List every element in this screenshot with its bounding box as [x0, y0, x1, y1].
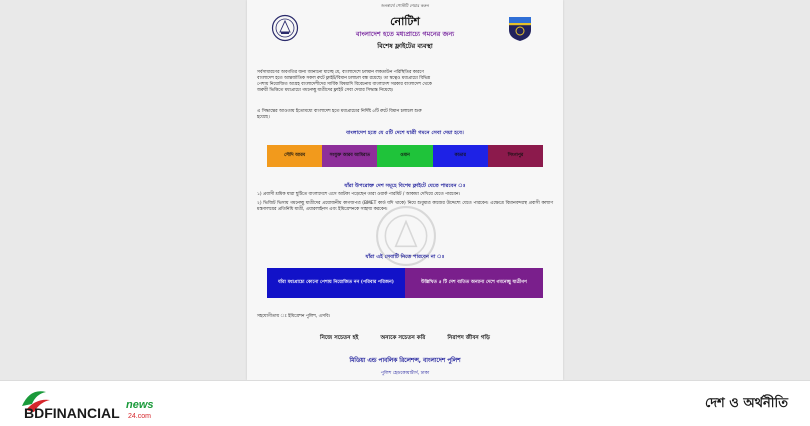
section-label[interactable]: দেশ ও অর্থনীতি	[704, 396, 788, 411]
notice-title: নোটিশ	[390, 15, 420, 28]
intro-line: জরুরী ভিত্তিতে মধ্যপ্রাচ্যে গমনেচ্ছু যাত্রীদের ফ্লাইট সেবা দেয়ার সিদ্ধান্ত নিয়েছে।	[257, 88, 394, 93]
site-footer	[0, 380, 810, 426]
slogan: অন্যকে সচেতন করি	[380, 335, 426, 341]
notice-subtitle-flight: বিশেষ ফ্লাইটের ব্যবস্থা	[377, 42, 433, 50]
logo-domain: 24.com	[128, 413, 151, 420]
share-caption: জনস্বার্থে পোস্টটি শেয়ার করুন	[381, 3, 429, 8]
intro-line: বাংলাদেশ হতে আন্তর্জাতিক সকল রুটে ফ্লাইট/বিমান চলাচল বন্ধ রয়েছে। তা স্বত্বেও মধ্যপ্রাচ্যে বিভিন্ন	[257, 76, 431, 81]
routes-paragraph	[257, 109, 553, 121]
slogan: নিরাপদ জীবন গড়ি	[447, 335, 490, 341]
logo-wordmark: BDFINANCIAL	[24, 405, 120, 421]
intro-line: সর্বসাধারণের অবগতির জন্য জানানো যাচ্ছে যে, বাংলাদেশে চলমান লকডাউন পরিস্থিতির কারণে	[257, 70, 424, 75]
countries-row	[267, 145, 543, 167]
slogans-row	[247, 334, 563, 343]
issuer: মিডিয়া এন্ড পাবলিক রিলেশন্স, বাংলাদেশ পুলিশ	[349, 358, 461, 364]
excluded-non-workers: যাঁরা মধ্যপ্রাচ্যে কোনো পেশায় নিয়োজিত নন (পরিবার পরিজন)	[267, 268, 405, 298]
eligible-list	[257, 192, 553, 216]
intro-line: পেশায় নিয়োজিত আগ্রহ বাংলাদেশীদের সার্বিক বিষয়াদি বিবেচনায় বাংলাদেশ সরকার বাংলাদেশ থেকে	[257, 82, 432, 87]
excluded-row	[267, 268, 543, 298]
eligible-item: ২) ভিজিট ভিসায় গমনেচ্ছু যাত্রীদের প্রয়োজনীয় কাগজপত্র (BMET কার্ড যদি থাকে) নিয়ে শুধুমাত্র কাজের উদ্দেশ্যে যেতে পারবেন। এক্ষেত্রে বিমানবন্দরস্থ প্রবাসী কল্যাণ মন্ত্রণালয়ের প্রতিনিধি যাত্রী, এয়ারলাইনস এবং ইমিগ্রেশনকে সাহায্য করবেন।	[257, 201, 553, 212]
countries-heading: বাংলাদেশ হতে যে ৫টি দেশে যাত্রী গমনে সেবা দেয়া হবে।	[346, 130, 464, 136]
slogan: নিজে সচেতন হই	[320, 335, 359, 341]
issuer-address: পুলিশ হেডকোয়ার্টার্স, ঢাকা	[380, 371, 430, 376]
routes-line: হয়েছে।	[257, 115, 270, 120]
country-saudi-arabia: সৌদি আরব	[267, 145, 322, 167]
cooperation-note: সহযোগীতায় ঃ ইমিগ্রেশন পুলিশ, এসবি।	[257, 314, 331, 319]
excluded-other-countries: উল্লিখিত ৫ টি দেশ ব্যতিত অন্যান্য দেশে গমনেচ্ছু যাত্রীগণ	[405, 268, 543, 298]
intro-paragraph	[257, 70, 553, 94]
eligible-heading: যাঁরা উপরোক্ত দেশ সমূহে বিশেষ ফ্লাইটে যেতে পারবেন ঃ	[344, 183, 466, 189]
routes-line: এ সিদ্ধান্তের আওতায় ইতোমধ্যে বাংলাদেশ হতে মধ্যপ্রাচ্যের নির্দিষ্ট ৫টি রুটে বিমান চলাচল শুরু	[257, 109, 422, 114]
notice-poster	[247, 0, 563, 380]
eligible-item: ১) প্রবাসী শ্রমিক যারা ছুটিতে বাংলাদেশে এসে আটকা পড়েছেন তারা ওয়ার্ক পারমিট / আকামা দেখিয়ে যেতে পারবেন।	[257, 192, 461, 197]
notice-subtitle: বাংলাদেশ হতে মধ্যপ্রাচ্যে গমনের জন্য	[355, 30, 455, 38]
excluded-heading: যাঁরা এই সেবাটি নিতে পারবেন না ঃ	[365, 254, 445, 260]
country-qatar: কাতার	[433, 145, 488, 167]
bdfinancial-logo[interactable]	[20, 386, 190, 422]
logo-news-badge: news	[126, 399, 154, 411]
country-singapore: সিংগাপুর	[488, 145, 543, 167]
country-oman: ওমান	[377, 145, 432, 167]
country-uae: সংযুক্ত আরব আমিরাত	[322, 145, 377, 167]
